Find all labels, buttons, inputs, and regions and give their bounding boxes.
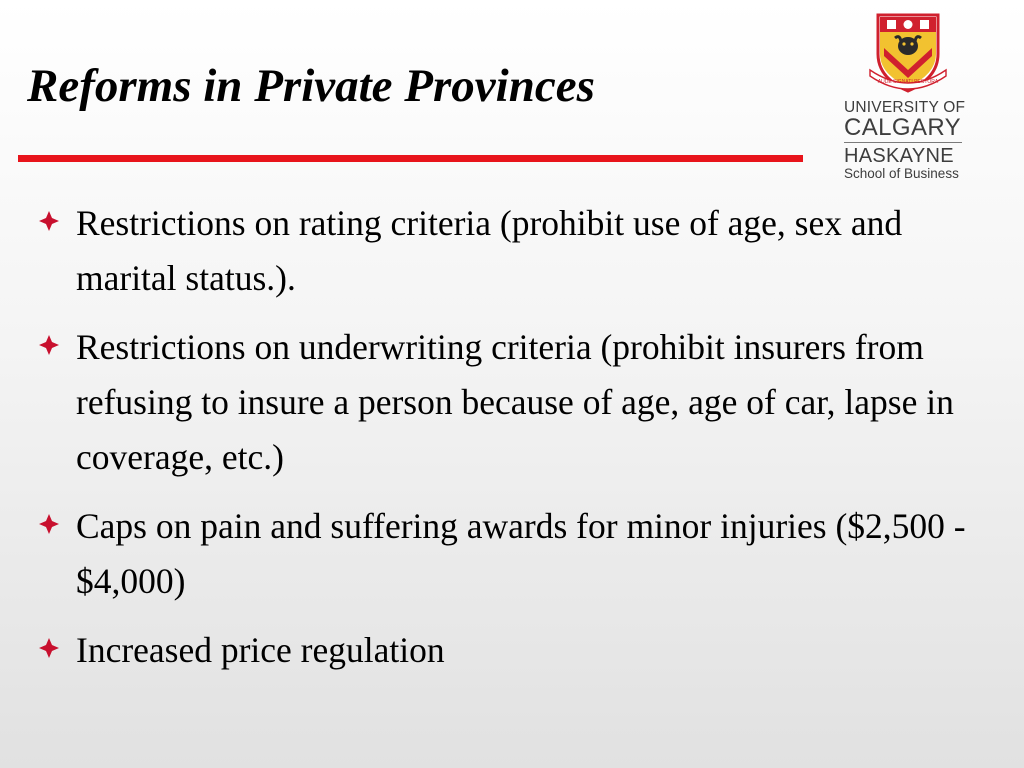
bullet-text: Increased price regulation: [76, 630, 445, 670]
bullet-item: [32, 499, 992, 609]
bullet-item: [32, 196, 992, 306]
bullet-text: Restrictions on underwriting criteria (prohibit insurers from refusing to insure a person because of age, age of car, lapse in coverage, etc.): [76, 327, 954, 477]
diamond-bullet-icon: [36, 208, 62, 234]
university-crest-icon: [867, 12, 949, 94]
bullet-item: [32, 623, 992, 678]
university-logo: [838, 12, 978, 184]
bullet-text: Caps on pain and suffering awards for minor injuries ($2,500 - $4,000): [76, 506, 966, 601]
diamond-bullet-icon: [36, 511, 62, 537]
diamond-bullet-icon: [36, 635, 62, 661]
logo-university-of: UNIVERSITY OF: [844, 99, 966, 116]
logo-calgary: CALGARY: [844, 114, 962, 141]
logo-school-of-business: School of Business: [844, 166, 959, 181]
bullet-list: [32, 196, 992, 692]
title-underline: [18, 155, 803, 162]
bullet-item: [32, 320, 992, 485]
logo-haskayne: HASKAYNE: [844, 145, 954, 167]
crest-motto: AUDE SIGNATI PECTORA: [877, 79, 939, 85]
logo-divider: [844, 142, 962, 143]
diamond-bullet-icon: [36, 332, 62, 358]
bullet-text: Restrictions on rating criteria (prohibit use of age, sex and marital status.).: [76, 203, 903, 298]
slide-title: Reforms in Private Provinces: [27, 60, 595, 112]
